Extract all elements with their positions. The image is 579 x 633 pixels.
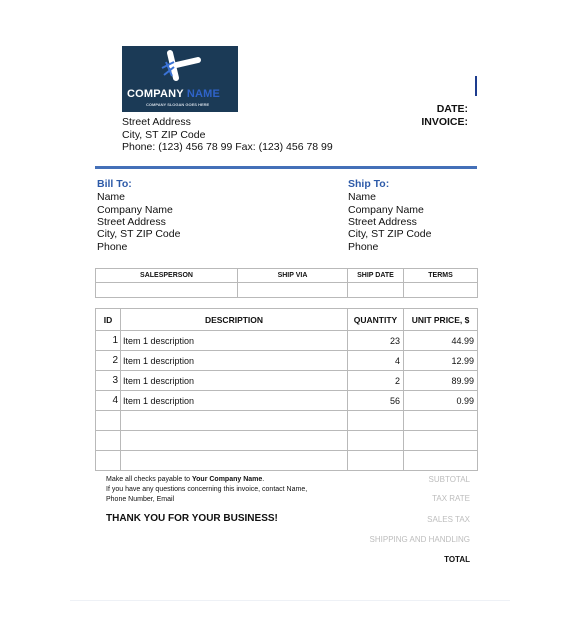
salesperson-header: SALESPERSON [96,269,238,283]
table-row [96,391,478,411]
table-row [96,371,478,391]
item-description[interactable]: Item 1 description [121,331,348,351]
empty-cell[interactable] [121,431,348,451]
empty-cell[interactable] [404,411,478,431]
quantity-header: QUANTITY [348,309,404,331]
company-logo [122,46,238,112]
empty-row [96,411,478,431]
item-price[interactable]: 44.99 [404,331,478,351]
logo-company-name: COMPANY NAME [127,88,221,100]
bill-to-heading: Bill To: [97,178,132,190]
invoice-label: INVOICE: [421,116,468,128]
bill-to-phone: Phone [97,241,128,253]
empty-row [96,431,478,451]
item-id: 2 [96,351,121,371]
empty-cell[interactable] [348,431,404,451]
ship-to-company: Company Name [348,204,424,216]
sales-tax-label: SALES TAX [427,515,470,524]
page-bottom-rule [70,600,510,601]
ship-date-cell[interactable] [348,283,404,298]
description-header: DESCRIPTION [121,309,348,331]
empty-row [96,451,478,471]
unit-price-header: UNIT PRICE, $ [404,309,478,331]
item-price[interactable]: 0.99 [404,391,478,411]
ship-to-city: City, ST ZIP Code [348,228,432,240]
date-label: DATE: [436,103,468,115]
empty-cell[interactable] [121,451,348,471]
empty-cell[interactable] [96,411,121,431]
subtotal-label: SUBTOTAL [428,475,470,484]
total-label: TOTAL [444,555,470,564]
ship-to-street: Street Address [348,216,417,228]
item-quantity[interactable]: 2 [348,371,404,391]
note-suffix: . [262,476,265,483]
item-description[interactable]: Item 1 description [121,371,348,391]
shipping-label: SHIPPING AND HANDLING [369,535,470,544]
company-street: Street Address [122,116,191,128]
item-price[interactable]: 12.99 [404,351,478,371]
terms-header: TERMS [404,269,478,283]
empty-cell[interactable] [404,451,478,471]
item-description[interactable]: Item 1 description [121,351,348,371]
item-quantity[interactable]: 23 [348,331,404,351]
table-row [96,331,478,351]
bill-to-name: Name [97,191,126,203]
id-header: ID [96,309,121,331]
sales-info-table [95,268,478,298]
items-table [95,308,478,471]
tax-rate-label: TAX RATE [432,494,470,503]
bill-to-street: Street Address [97,216,166,228]
bill-to-city: City, ST ZIP Code [97,228,181,240]
item-id: 3 [96,371,121,391]
note-contact-line: If you have any questions concerning this invoice, contact Name, [106,486,308,493]
empty-cell[interactable] [96,431,121,451]
item-id: 4 [96,391,121,411]
text-cursor [475,76,477,96]
ship-to-heading: Ship To: [348,178,390,190]
header-divider [95,166,477,169]
item-quantity[interactable]: 4 [348,351,404,371]
ship-to-name: Name [348,191,377,203]
table-row [96,351,478,371]
empty-cell[interactable] [96,451,121,471]
item-price[interactable]: 89.99 [404,371,478,391]
company-city: City, ST ZIP Code [122,129,206,141]
ship-via-cell[interactable] [238,283,348,298]
note-prefix: Make all checks payable to [106,476,192,483]
item-id: 1 [96,331,121,351]
salesperson-cell[interactable] [96,283,238,298]
ship-via-header: SHIP VIA [238,269,348,283]
terms-cell[interactable] [404,283,478,298]
bill-to-company: Company Name [97,204,173,216]
note-contact-details: Phone Number, Email [106,496,175,503]
note-company-name: Your Company Name [192,476,263,483]
payment-note [106,475,366,505]
item-description[interactable]: Item 1 description [121,391,348,411]
ship-to-phone: Phone [348,241,379,253]
logo-slogan: COMPANY SLOGAN GOES HERE [146,102,210,107]
empty-cell[interactable] [404,431,478,451]
thank-you-message: THANK YOU FOR YOUR BUSINESS! [106,513,278,524]
item-quantity[interactable]: 56 [348,391,404,411]
ship-date-header: SHIP DATE [348,269,404,283]
empty-cell[interactable] [348,411,404,431]
empty-cell[interactable] [121,411,348,431]
empty-cell[interactable] [348,451,404,471]
company-phone-fax: Phone: (123) 456 78 99 Fax: (123) 456 78 99 [122,141,333,153]
